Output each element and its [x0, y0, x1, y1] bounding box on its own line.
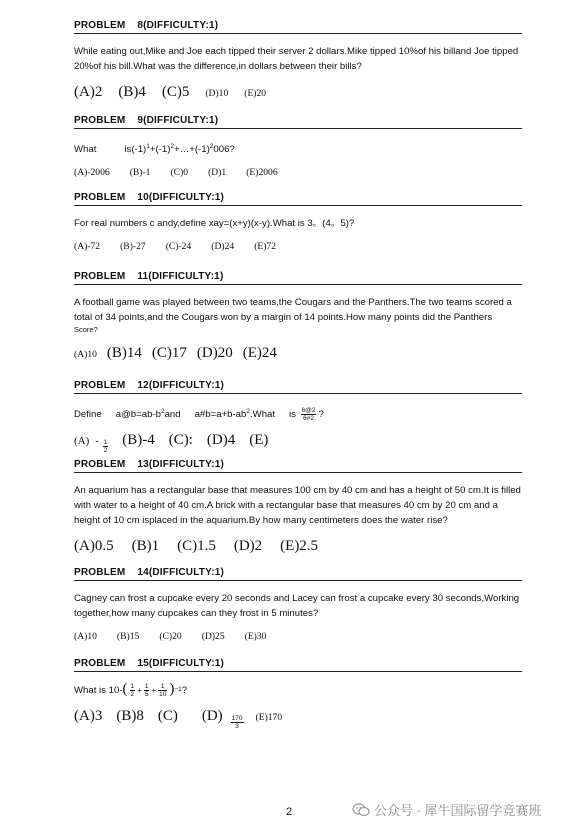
question-text-cont: Score?: [74, 325, 98, 334]
choice-d: (D)1: [208, 167, 227, 179]
question-text: A football game was played between two teams,the Cougars and the Panthers.The two teams scored a total of 34 points,and the Cougars won by a margin of 14 points.How many points did the Panthers: [74, 297, 512, 323]
question-text: Define $a@b=ab-b^2and$ $a\#b=a+b-ab^2.What$ is $\frac{6@2}{6\#2}$ ?: [74, 407, 324, 423]
choice-b: (B)-4: [122, 432, 155, 449]
problem-11: [74, 271, 522, 362]
choice-a: (A)2: [74, 84, 103, 100]
watermark: [352, 800, 542, 819]
choice-b: (B)14: [106, 345, 142, 361]
choice-e: (E)24: [242, 345, 277, 361]
choice-b: (B)4: [118, 84, 146, 100]
answer-choices: [74, 84, 522, 101]
choice-c: (C)1.5: [177, 538, 216, 554]
choice-c: (C):: [168, 432, 193, 449]
choice-a: (A)0.5: [74, 538, 114, 554]
question-text: An aquarium has a rectangular base that measures 100 cm by 40 cm and has a height of 50 cm.It is filled with water to a height of 40 cm.A brick with a rectangular base that measures 40 cm by 20 cm and a height of 10 cm isplaced in the aquarium.By how many centimeters does the water rise?: [74, 485, 521, 526]
fraction-2: $\frac{1}{5}$: [144, 682, 149, 698]
choice-e: (E): [249, 432, 269, 449]
problem-header: PROBLEM 15(DIFFICULTY:1): [74, 658, 522, 672]
problem-10: [74, 192, 522, 252]
watermark-text: 公众号 · 犀牛国际留学竞赛班: [374, 803, 542, 818]
problem-header: PROBLEM 14(DIFFICULTY:1): [74, 567, 522, 581]
problem-header: PROBLEM 13(DIFFICULTY:1): [74, 459, 522, 473]
fraction-3: $\frac{1}{10}$: [159, 682, 167, 698]
answer-choices: [74, 538, 522, 555]
answer-choices: [74, 708, 522, 730]
choice-d: (D)10: [205, 88, 229, 99]
problem-14: [74, 567, 522, 642]
choice-b: (B)-27: [120, 241, 146, 252]
question-text: For real numbers c andy,define xay=(x+y)(x-y).What is 3。(4。5)?: [74, 218, 355, 229]
choice-d: (D): [201, 708, 223, 724]
question-text: What $is(-1)^1+(-1)^2+\dots+(-1)^2006$?: [74, 143, 235, 156]
choice-d: (D)25: [201, 631, 225, 642]
wechat-icon: [352, 803, 370, 817]
choice-a: (A): [74, 435, 90, 448]
close-paren: ): [169, 681, 175, 697]
choice-a: (A)-72: [74, 241, 101, 252]
choice-c: (C)0: [170, 167, 189, 179]
answer-choices: [74, 631, 522, 642]
choice-e: (E)30: [244, 631, 267, 642]
choice-c: (C)-24: [165, 241, 192, 252]
answer-choices: [74, 167, 522, 178]
problem-header: PROBLEM 12(DIFFICULTY:1): [74, 380, 522, 394]
answer-choices: [74, 345, 522, 362]
choice-c: (C)20: [159, 631, 182, 642]
fraction: $\frac{6@2}{6\#2}$: [301, 407, 316, 423]
problem-12: [74, 380, 522, 454]
choice-d: (D)4: [206, 432, 236, 449]
choice-e: (E)2.5: [280, 538, 319, 554]
choice-d: (D)20: [196, 345, 233, 361]
answer-choices: [74, 241, 522, 252]
choice-a: (A)3: [74, 708, 103, 724]
question-text: Cagney can frost a cupcake every 20 seconds and Lacey can frost a cupcake every 30 seconds,Working together,how many cupcakes can they frost in 5 minutes?: [74, 593, 520, 619]
open-paren: (: [122, 681, 128, 697]
fraction-1: $\frac{1}{2}$: [130, 682, 135, 698]
choice-e: (E)2006: [246, 167, 278, 179]
choice-d: (D)2: [233, 538, 263, 554]
choice-e: (E)170: [255, 712, 283, 723]
problem-15: [74, 658, 522, 730]
problem-header: PROBLEM 11(DIFFICULTY:1): [74, 271, 522, 285]
choice-e: (E)20: [244, 88, 267, 99]
choice-a: (A)-2006: [74, 167, 110, 179]
choice-b: (B)1: [131, 538, 160, 554]
problem-header: PROBLEM 8(DIFFICULTY:1): [74, 20, 522, 34]
answer-choices: [74, 432, 522, 454]
choice-c: (C)5: [161, 84, 190, 100]
choice-b: (B)8: [116, 708, 144, 724]
choice-a: (A)10: [74, 631, 97, 642]
problem-9: [74, 115, 522, 178]
choice-a-fraction: $\frac{1}{2}$: [103, 439, 108, 455]
problem-header: PROBLEM 10(DIFFICULTY:1): [74, 192, 522, 206]
choice-c: (C)17: [151, 345, 187, 361]
problem-header: PROBLEM 9(DIFFICULTY:1): [74, 115, 522, 129]
choice-d: (D)24: [211, 241, 235, 252]
choice-b: (B)-1: [129, 167, 151, 179]
choice-a-sign: -: [95, 436, 99, 448]
problem-13: [74, 459, 522, 555]
question-text: While eating out,Mike and Joe each tipped their server 2 dollars.Mike tipped 10%of his billand Joe tipped 20%of his bill.What was the difference,in dollars between their bills?: [74, 46, 519, 72]
choice-d-fraction: $\frac{170}{3}$: [231, 715, 243, 730]
problem-8: [74, 20, 522, 101]
choice-a: (A)10: [74, 349, 97, 360]
choice-c: (C): [157, 708, 178, 724]
choice-e: (E)72: [254, 241, 277, 252]
question-text: What is 10-( $\frac{1}{2}$ + $\frac{1}{5}$ + $\frac{1}{10}$ )$^{-1}$?: [74, 681, 188, 698]
page-number: 2: [286, 806, 293, 818]
choice-b: (B)15: [116, 631, 140, 642]
